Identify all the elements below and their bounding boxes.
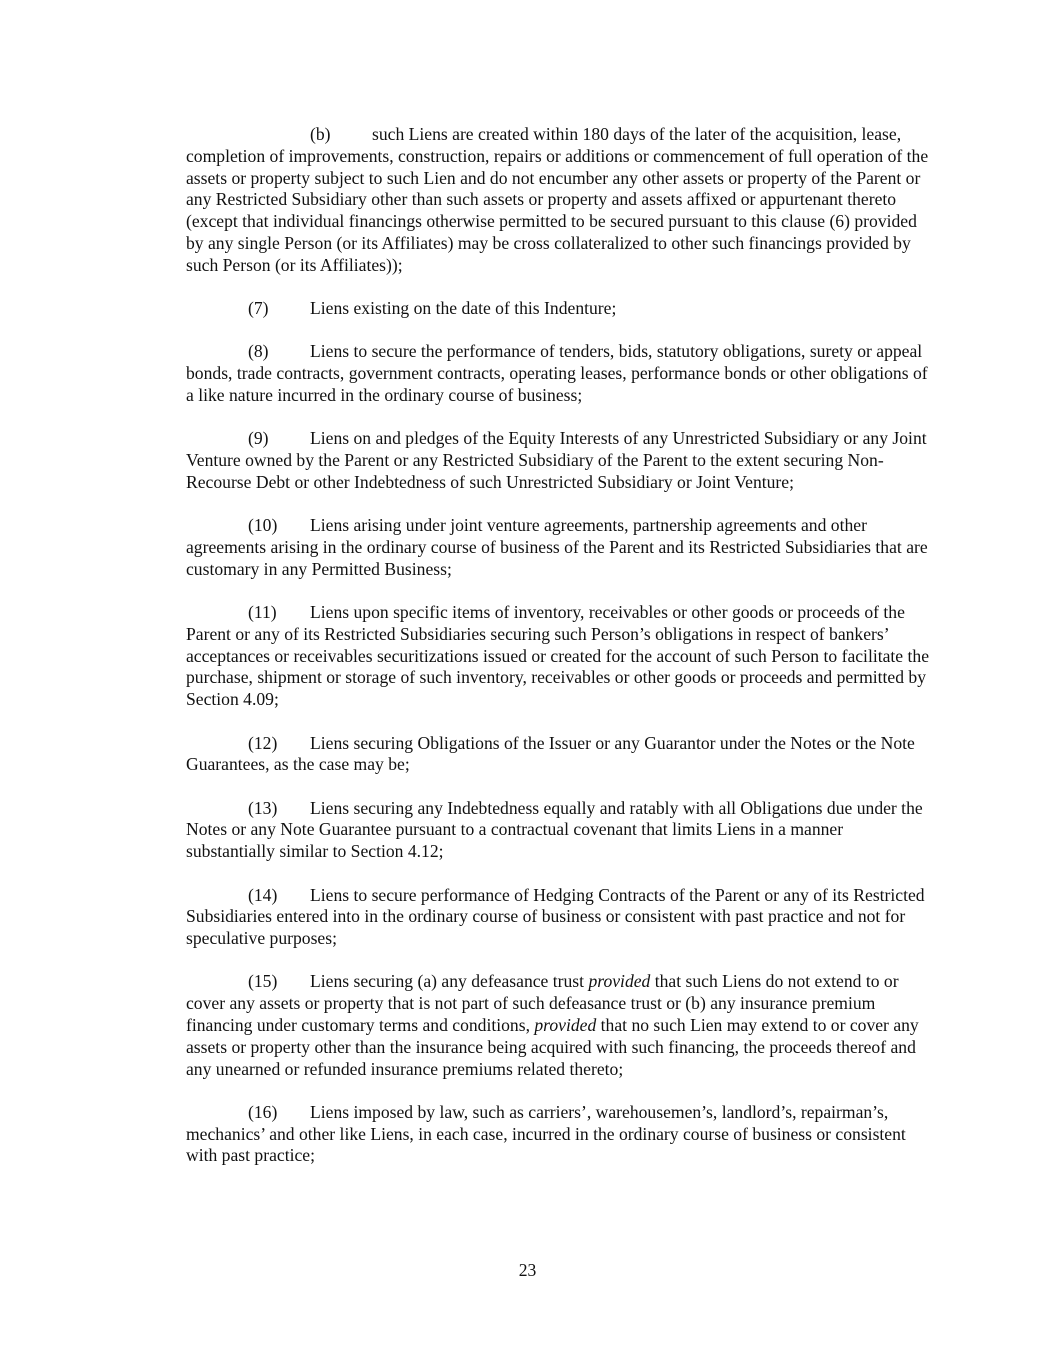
clause-text: Liens securing Obligations of the Issuer or any Guarantor under the Notes or the Note Guarantees, as the case may be;: [186, 732, 915, 775]
clause-label: (10): [248, 515, 278, 536]
clause-text: Liens securing (a) any defeasance trust: [310, 971, 589, 992]
document-page: [186, 124, 936, 1189]
clause-14: [186, 885, 936, 950]
clause-text: Liens existing on the date of this Indenture;: [310, 298, 617, 319]
clause-text: Liens arising under joint venture agreements, partnership agreements and other agreements arising in the ordinary course of business of the Parent and its Restricted Subsidiaries that are customary in any Permitted Business;: [186, 515, 928, 579]
clause-12: [186, 733, 936, 777]
clause-label: (15): [248, 971, 278, 992]
clause-text: such Liens are created within 180 days of the later of the acquisition, lease, completion of improvements, construction, repairs or additions or commencement of full operation of the assets or property subject to such Lien and do not encumber any other assets or property of the Parent or any Restricted Subsidiary other than such assets or property and assets affixed or appurtenant thereto (except that individual financings otherwise permitted to be secured pursuant to this clause (6) provided by any single Person (or its Affiliates) may be cross collateralized to other such financings provided by such Person (or its Affiliates));: [186, 124, 929, 275]
clause-text: that no such Lien may extend to or cover any assets or property other than the insurance being acquired with such financing, the proceeds thereof and any unearned or refunded insurance premiums related thereto;: [186, 1015, 919, 1079]
clause-label: (12): [248, 732, 278, 753]
clause-13: [186, 798, 936, 863]
clause-text: Liens imposed by law, such as carriers’, warehousemen’s, landlord’s, repairman’s, mechanics’ and other like Liens, in each case, incurred in the ordinary course of business or consistent with past practice;: [186, 1101, 906, 1166]
clause-15: [186, 971, 936, 1080]
clause-text: Liens to secure the performance of tenders, bids, statutory obligations, surety or appeal bonds, trade contracts, government contracts, operating leases, performance bonds or other obligations of a like nature incurred in the ordinary course of business;: [186, 341, 928, 405]
clause-10: [186, 515, 936, 580]
clause-text: Liens on and pledges of the Equity Interests of any Unrestricted Subsidiary or any Joint Venture owned by the Parent or any Restricted Subsidiary of the Parent to the extent securing Non-Recourse Debt or other Indebtedness of such Unrestricted Subsidiary or Joint Venture;: [186, 428, 927, 492]
clause-label: (13): [248, 797, 278, 818]
clause-label: (b): [310, 124, 331, 144]
italic-provided: provided: [588, 971, 651, 992]
clause-9: [186, 428, 936, 493]
clause-label: (8): [248, 341, 269, 362]
clause-11: [186, 602, 936, 711]
clause-text: Liens securing any Indebtedness equally and ratably with all Obligations due under the Notes or any Note Guarantee pursuant to a contractual covenant that limits Liens in a manner substantially similar to Section 4.12;: [186, 797, 923, 862]
page-number: 23: [518, 1260, 537, 1280]
italic-provided: provided: [534, 1015, 597, 1035]
clause-7: [186, 298, 936, 320]
clause-label: (7): [248, 298, 269, 319]
clause-b: [186, 124, 936, 277]
clause-label: (9): [248, 428, 269, 449]
clause-16: [186, 1102, 936, 1167]
clause-label: (16): [248, 1101, 278, 1122]
clause-8: [186, 341, 936, 406]
clause-text: Liens to secure performance of Hedging Contracts of the Parent or any of its Restricted Subsidiaries entered into in the ordinary course of business or consistent with past practice and not for speculative purposes;: [186, 884, 925, 949]
clause-text: that such Liens do not extend to or cover any assets or property that is not part of such defeasance trust or (b) any insurance premium financing under customary terms and conditions,: [186, 971, 899, 1035]
clause-label: (14): [248, 884, 278, 905]
clause-label: (11): [248, 602, 277, 623]
clause-text: Liens upon specific items of inventory, receivables or other goods or proceeds of the Parent or any of its Restricted Subsidiaries securing such Person’s obligations in respect of bankers’ acceptances or receivables securitizations issued or created for the account of such Person to facilitate the purchase, shipment or storage of such inventory, receivables or other goods or proceeds and permitted by Section 4.09;: [186, 602, 930, 710]
